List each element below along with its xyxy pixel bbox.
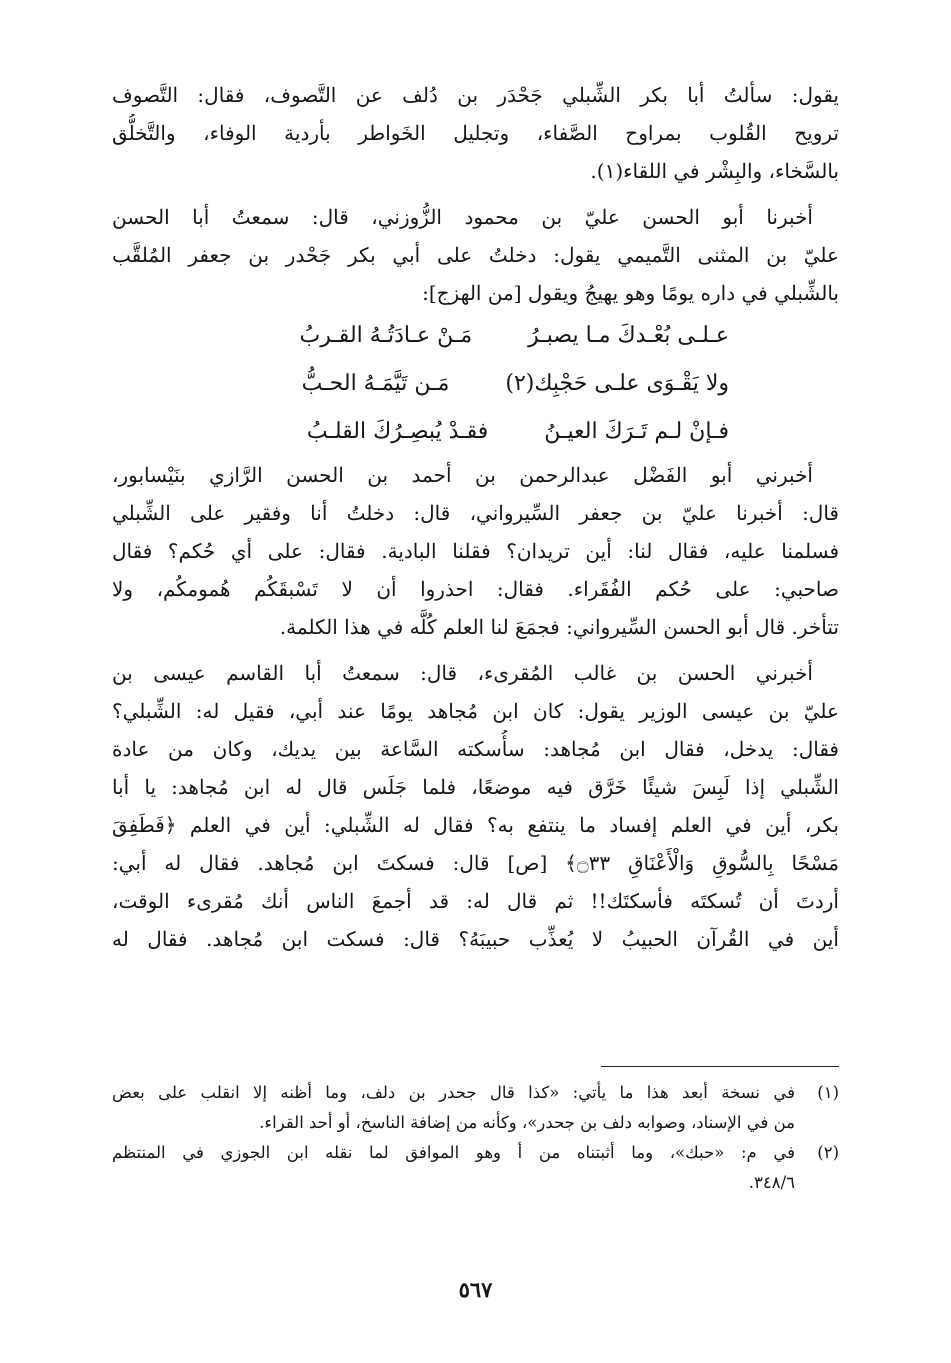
text-line: الشِّبلي إذا لَبِسَ شيئًا خَرَّق فيه موضعًا، فلما جَلَس قال له ابن مُجاهد: يا أبا — [112, 775, 839, 799]
footnote — [112, 1138, 839, 1198]
verse-hemistich: عـلـى بُعْـدكَ مـا يصبـرُ — [528, 323, 729, 348]
text-line: قال: أخبرنا عليّ بن جعفر السِّيرواني، قال: دخلتُ أنا وفقير على الشِّبلي — [112, 501, 839, 525]
text-line: عليّ بن المثنى التَّميمي يقول: دخلتُ على أبي بكر جَحْدر بن جعفر المُلقَّب — [112, 243, 839, 267]
text-line: مَسْحًا بِالسُّوقِ وَالْأَعْنَاقِ ۝٣٣﴾ [ص] قال: فسكتَ ابن مُجاهد. فقال له أبي: — [112, 851, 839, 875]
text-line: أين في القُرآن الحبيبُ لا يُعذِّب حبيبَهُ؟ قال: فسكت ابن مُجاهد. فقال له — [112, 927, 839, 951]
page-number: ٥٦٧ — [458, 1277, 493, 1302]
main-text — [112, 76, 839, 958]
verse-hemistich: مَـنْ عـادَتُـهُ القـربُ — [299, 323, 473, 348]
poem-verse — [112, 312, 839, 360]
text-line: فقال: يدخل، فقال ابن مُجاهد: سأُسكته السَّاعة بين يديك، وكان من عادة — [112, 737, 839, 761]
text-line: أردتَ أن تُسكتَه فأسكتَك!! ثم قال له: قد أجمعَ الناس أنك مُقرىء الوقت، — [112, 889, 839, 913]
footnote-number: (١) — [817, 1083, 839, 1102]
footnote — [112, 1078, 839, 1138]
footnote-number: (٢) — [817, 1143, 839, 1162]
footnotes — [112, 1078, 839, 1198]
verse-hemistich: مَـن تَيَّمَـهُ الحـبُّ — [301, 371, 450, 396]
verse-hemistich: فـإنْ لـم تَـرَكَ العيـنُ — [544, 419, 729, 444]
footnote-separator — [601, 1066, 839, 1067]
text-line: فسلمنا عليه، فقال لنا: أين تريدان؟ فقلنا البادية. فقال: على أي حُكم؟ فقال — [112, 539, 839, 563]
poem-verse — [112, 360, 839, 408]
text-line: صاحبي: على حُكم الفُقَراء. فقال: احذروا أن لا تَسْبقَكُم هُمومكُم، ولا — [112, 577, 839, 601]
text-line: يقول: سألتُ أبا بكر الشِّبلي جَحْدَر بن دُلف عن التَّصوف، فقال: التَّصوف — [112, 83, 839, 107]
poem-verse — [112, 408, 839, 456]
text-line: تتأخر. قال أبو الحسن السِّيرواني: فجمَعَ لنا العلم كُلَّه في هذا الكلمة. — [279, 615, 839, 639]
verse-hemistich: ولا يَقْـوَى علـى حَجْبِك(٢) — [505, 371, 729, 396]
text-line: عليّ بن عيسى الوزير يقول: كان ابن مُجاهد يومًا عند أبي، فقيل له: الشِّبلي؟ — [112, 699, 839, 723]
footnote-line: في نسخة أبعد هذا ما يأتي: «كذا قال جحدر بن دلف، وما أظنه إلا انقلب على بعض — [112, 1083, 795, 1102]
text-line: بكر، أين في العلم إفساد ما ينتفع به؟ فقال له الشِّبلي: أين في العلم ﴿فَطَفِقَ — [112, 813, 839, 837]
text-line: بالسَّخاء، والبِشْر في اللقاء(١). — [590, 159, 839, 183]
text-line: أخبرني الحسن بن غالب المُقرىء، قال: سمعتُ أبا القاسم عيسى بن — [112, 661, 813, 685]
text-line: ترويح القُلوب بمراوح الصَّفاء، وتجليل الخَواطر بأردية الوفاء، والتَّخلُّق — [112, 121, 839, 145]
text-line: بالشِّبلي في داره يومًا وهو يهيجُ ويقول [من الهزج]: — [422, 281, 839, 305]
text-line: أخبرني أبو الفَضْل عبدالرحمن بن أحمد بن الحسن الرَّازي بنَيْسابور، — [112, 463, 813, 487]
footnote-line: من في الإسناد، وصوابه دلف بن جحدر»، وكأنه من إضافة الناسخ، أو أحد القراء. — [259, 1113, 795, 1132]
footnote-line: في م: «حبك»، وما أثبتناه من أ وهو الموافق لما نقله ابن الجوزي في المنتظم — [112, 1143, 795, 1162]
text-line: أخبرنا أبو الحسن عليّ بن محمود الزُّوزني، قال: سمعتُ أبا الحسن — [112, 205, 813, 229]
verse-hemistich: فقـدْ يُبصِـرُكَ القلـبُ — [306, 419, 489, 444]
footnote-line: ٣٤٨/٦. — [748, 1173, 795, 1192]
